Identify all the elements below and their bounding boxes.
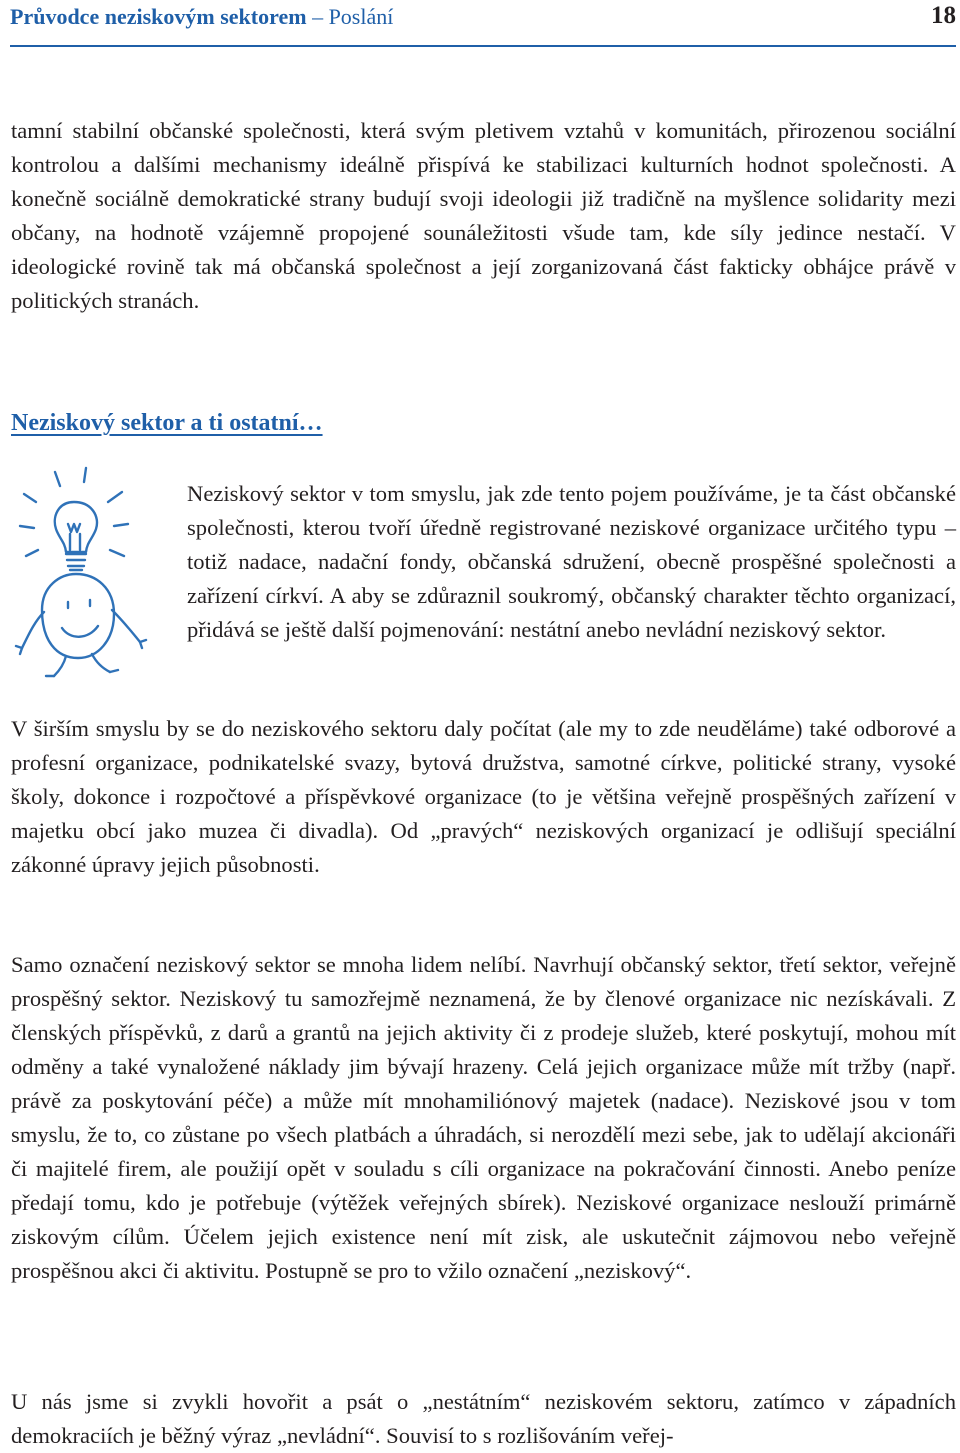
header-separator: – <box>312 4 324 29</box>
body-paragraph-1: tamní stabilní občanské společnosti, která svým pletivem vztahů v komunitách, přirozenou sociální kontrolou a dalšími mechanismy ideálně přispívá ke stabilizaci kulturních hodnot společnosti. A konečně sociálně demokratické strany budují svoji ideologii již tradičně na myšlence solidarity mezi občany, na hodnotě vzájemně propojené sounáležitosti všude tam, kde síly jedince nestačí. V ideologické rovině tak má občanská společnost a její zorganizovaná část fakticky obhájce právě v politických stranách. <box>11 118 956 313</box>
body-paragraph-2: V širším smyslu by se do neziskového sektoru daly počítat (ale my to zde neuděláme) také odborové a profesní organizace, podnikatelské svazy, bytová družstva, samotné církve, politické strany, vysoké školy, dokonce i rozpočtové a příspěvkové organizace (to je většina veřejně prospěšných zařízení v majetku obcí jako muzea či divadla). Od „pravých“ neziskových organizací je odlišují speciální zákonné úpravy jejich působnosti. <box>11 716 956 877</box>
series-title: Průvodce neziskovým sektorem <box>10 4 307 29</box>
section-heading: Neziskový sektor a ti ostatní… <box>11 410 323 436</box>
section-intro-paragraph: Neziskový sektor v tom smyslu, jak zde tento pojem používáme, je ta část občanské společnosti, kterou tvoří úředně registrované neziskové organizace určitého typu – totiž nadace, nadační fondy, občanská sdružení, obecně prospěšné společnosti a zařízení církví. A aby se zdůraznil soukromý, občanský charakter těchto organizací, přidává se ještě další pojmenování: nestátní anebo nevládní neziskový sektor. <box>187 481 956 642</box>
chapter-title: Poslání <box>328 4 394 29</box>
running-header <box>10 0 956 40</box>
body-paragraph-4: U nás jsme si zvykli hovořit a psát o „nestátním“ neziskovém sektoru, zatímco v západních demokraciích je běžný výraz „nevládní“. Souvisí to s rozlišováním veřej- <box>11 1389 956 1448</box>
body-paragraph-3: Samo označení neziskový sektor se mnoha lidem nelíbí. Navrhují občanský sektor, třetí sektor, veřejně prospěšný sektor. Neziskový tu samozřejmě neznamená, že by členové organizace nic nezískávali. Z členských příspěvků, z darů a grantů na jejich aktivity či z prodeje služeb, které poskytují, mohou mít odměny a také vynaložené náklady jim bývají hrazeny. Celá jejich organizace může mít tržby (např. právě za poskytování péče) a může mít mnohamiliónový majetek (nadace). Neziskové jsou v tom smyslu, že to, co zůstane po všech platbách a úhradách, si nerozdělí mezi sebe, jak to udělají akcionáři či majitelé firem, ale použijí opět v souladu s cíli organizace na pokračování činnosti. Anebo peníze předají tomu, kdo je potřebuje (výtěžek veřejných sbírek). Neziskové organizace neslouží primárně ziskovým cílům. Účelem jejich existence není mít zisk, ale uskutečnit zájmovou nebo veřejně prospěšnou akci či aktivitu. Postupně se pro to vžilo označení „neziskový“. <box>11 952 956 1283</box>
header-divider <box>10 45 956 47</box>
page-number: 18 <box>931 2 956 29</box>
lightbulb-character-icon <box>10 462 150 682</box>
header-title <box>10 4 393 30</box>
